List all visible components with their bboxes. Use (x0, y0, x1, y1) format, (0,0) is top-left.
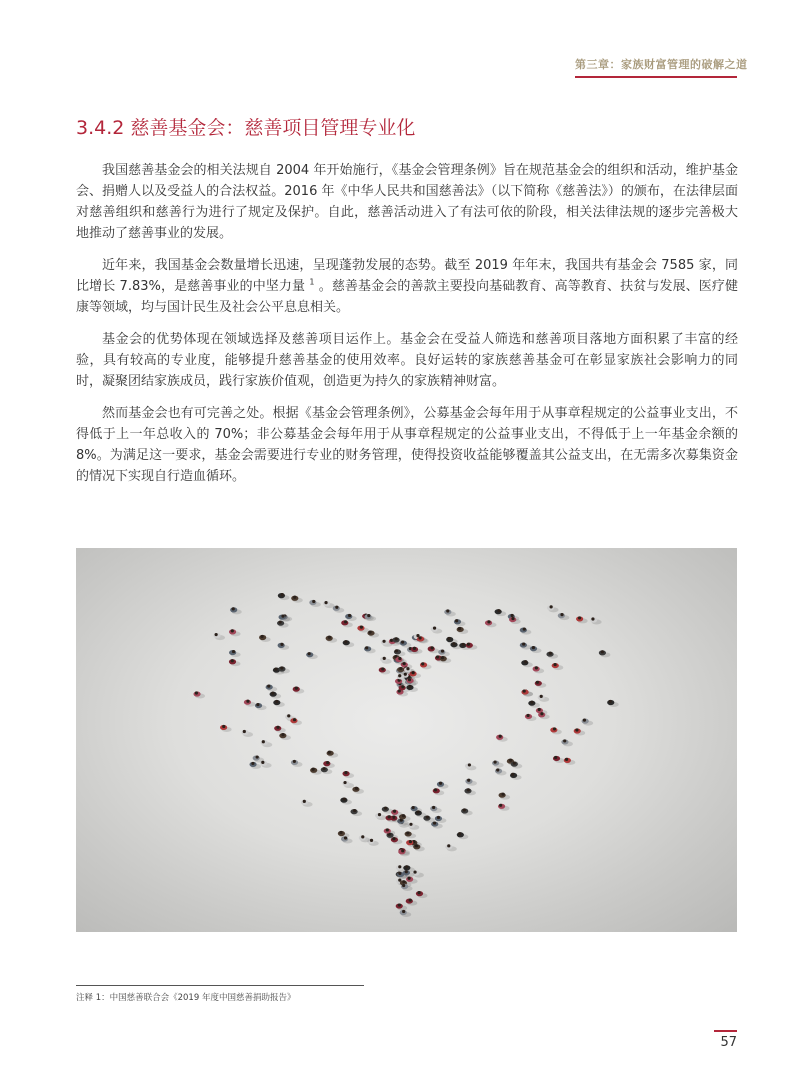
person-figure (400, 910, 412, 917)
person-figure (338, 831, 350, 838)
person-figure (522, 689, 534, 696)
person-figure (301, 800, 313, 807)
person-figure (495, 609, 507, 616)
section-heading: 3.4.2 慈善基金会：慈善项目管理专业化 (76, 117, 416, 139)
person-figure (408, 823, 420, 830)
paragraph-4: 然而基金会也有可完善之处。根据《基金会管理条例》，公募基金会每年用于从事章程规定的公益事业支出，不得低于上一年总收入的 70%；非公募基金会每年用于从事章程规定的公益事业支出，不得低于上一年基金余额的 8%。为满足这一要求，基金会需要进行专业的财务管理，使得投资收益能够覆盖其公益支出，在无需多次募集资金的情况下实现自行造血循环。 (76, 406, 738, 484)
footnote-rule (76, 985, 364, 986)
person-figure (278, 643, 290, 650)
person-figure (574, 728, 586, 735)
person-figure (561, 739, 573, 746)
person-figure (343, 640, 355, 647)
person-figure (306, 652, 318, 659)
paragraph-1: 我国慈善基金会的相关法规自 2004 年开始施行，《基金会管理条例》旨在规范基金会的组织和活动，维护基金会、捐赠人以及受益人的合法权益。2016 年《中华人民共和国慈善法》（以下简称《慈善法》）的颁布，在法律层面对慈善组织和慈善行为进行了规定及保护。自此，慈善活动进入了有法可依的阶段，相关法律法规的逐步完善极大地推动了慈善事业的发展。 (76, 163, 738, 241)
person-figure (379, 667, 391, 674)
person-figure (279, 615, 291, 622)
paragraph-2 (76, 255, 738, 318)
chapter-rule (575, 76, 737, 78)
person-figure (538, 712, 550, 719)
person-figure (278, 593, 290, 600)
person-figure (367, 630, 379, 637)
person-figure (342, 781, 354, 788)
person-figure (352, 787, 364, 794)
paragraph-2-part-b: 。慈善基金会的善款主要投向基础教育、高等教育、扶贫与发展、医疗健康等领域，均与国计民生及社会公平息息相关。 (76, 279, 738, 315)
person-figure (521, 660, 533, 667)
page-number: 57 (720, 1035, 737, 1050)
person-figure (520, 627, 532, 634)
person-figure (485, 620, 497, 627)
person-figure (428, 646, 440, 653)
person-figure (364, 646, 376, 653)
person-figure (229, 659, 241, 666)
person-figure (496, 735, 508, 742)
person-figure (384, 828, 396, 835)
person-figure (396, 903, 408, 910)
person-figure (464, 788, 476, 795)
paragraph-3: 基金会的优势体现在领域选择及慈善项目运作上。基金会在受益人筛选和慈善项目落地方面积累了丰富的经验，具有较高的专业度，能够提升慈善基金的使用效率。良好运转的家族慈善基金可在彰显家族社会影响力的同时，凝聚团结家族成员，践行家族价值观，创造更为持久的家族精神财富。 (76, 332, 738, 389)
person-figure (533, 666, 545, 673)
person-figure (417, 636, 429, 643)
person-figure (535, 681, 547, 688)
person-figure (492, 760, 504, 767)
person-figure (266, 684, 278, 691)
person-figure (398, 849, 410, 856)
person-figure (273, 700, 285, 707)
person-figure (405, 831, 417, 838)
person-figure (607, 700, 619, 707)
person-figure (270, 692, 282, 699)
person-figure (277, 621, 289, 628)
person-figure (465, 763, 477, 770)
person-figure (382, 807, 394, 814)
person-figure (293, 687, 305, 694)
person-figure (461, 808, 473, 815)
person-figure (259, 635, 271, 642)
person-figure (375, 813, 387, 820)
person-figure (511, 762, 523, 769)
person-figure (430, 806, 442, 813)
person-figure (499, 793, 511, 800)
person-figure (213, 633, 225, 640)
person-figure (454, 619, 466, 626)
person-figure (576, 616, 588, 623)
chapter-header (575, 56, 748, 72)
person-figure (457, 832, 469, 839)
person-figure (550, 727, 562, 734)
person-figure (359, 835, 371, 842)
person-figure (444, 609, 456, 616)
person-figure (310, 768, 322, 775)
person-figure (457, 627, 469, 634)
person-figure (590, 617, 602, 624)
person-figure (520, 642, 532, 649)
person-figure (341, 620, 353, 627)
footnote-ref[interactable]: 1 (309, 277, 315, 287)
person-figure (380, 657, 392, 664)
person-figure (326, 636, 338, 643)
person-figure (290, 718, 302, 725)
person-figure (333, 606, 345, 613)
person-figure (241, 730, 253, 737)
person-figure (406, 898, 418, 905)
person-figure (400, 640, 412, 647)
person-figure (411, 806, 423, 813)
heart-crowd-photo (76, 548, 737, 932)
person-figure (538, 695, 550, 702)
person-figure (530, 646, 542, 653)
person-figure (345, 614, 357, 621)
person-figure (340, 798, 352, 805)
chapter-title: 第三章：家族财富管理的破解之道 (575, 58, 748, 71)
person-figure (553, 756, 565, 763)
paragraph-2-part-a: 近年来，我国基金会数量增长迅速，呈现蓬勃发展的态势。截至 2019 年年末，我国共有基金会 7585 家，同比增长 7.83%，是慈善事业的中坚力量 (76, 258, 738, 294)
person-figure (420, 662, 432, 669)
person-figure (323, 601, 335, 608)
crowd-heart-graphic (76, 548, 737, 932)
person-figure (357, 626, 369, 633)
person-figure (220, 725, 232, 732)
person-figure (525, 714, 537, 721)
person-figure (433, 788, 445, 795)
person-figure (323, 761, 335, 768)
person-figure (261, 740, 273, 747)
person-figure (445, 844, 457, 851)
person-figure (342, 771, 354, 778)
person-figure (558, 613, 570, 620)
person-figure (193, 691, 205, 698)
person-figure (437, 782, 449, 789)
person-figure (291, 760, 303, 767)
person-figure (438, 649, 450, 656)
person-figure (564, 758, 576, 765)
body-text (76, 160, 738, 498)
person-figure (547, 605, 559, 612)
person-figure (465, 779, 477, 786)
page-number-bar (714, 1030, 737, 1032)
person-figure (327, 751, 339, 758)
person-figure (253, 755, 265, 762)
person-figure (552, 663, 564, 670)
person-figure (599, 650, 611, 657)
footnote: 注释 1：中国慈善联合会《2019 年度中国慈善捐助报告》 (76, 993, 296, 1003)
person-figure (546, 652, 558, 659)
person-figure (279, 733, 291, 740)
person-figure (416, 891, 428, 898)
person-figure (321, 767, 333, 774)
person-figure (229, 629, 241, 636)
person-figure (510, 773, 522, 780)
person-figure (528, 701, 540, 708)
person-figure (350, 809, 362, 816)
person-figure (495, 768, 507, 775)
person-figure (274, 726, 286, 733)
person-figure (431, 627, 443, 634)
person-figure (229, 650, 241, 657)
person-figure (249, 762, 261, 769)
person-figure (291, 596, 303, 603)
person-figure (309, 600, 321, 607)
person-figure (230, 607, 242, 614)
person-figure (498, 804, 510, 811)
person-figure (582, 719, 594, 726)
person-figure (244, 700, 256, 707)
person-figure (255, 703, 267, 710)
